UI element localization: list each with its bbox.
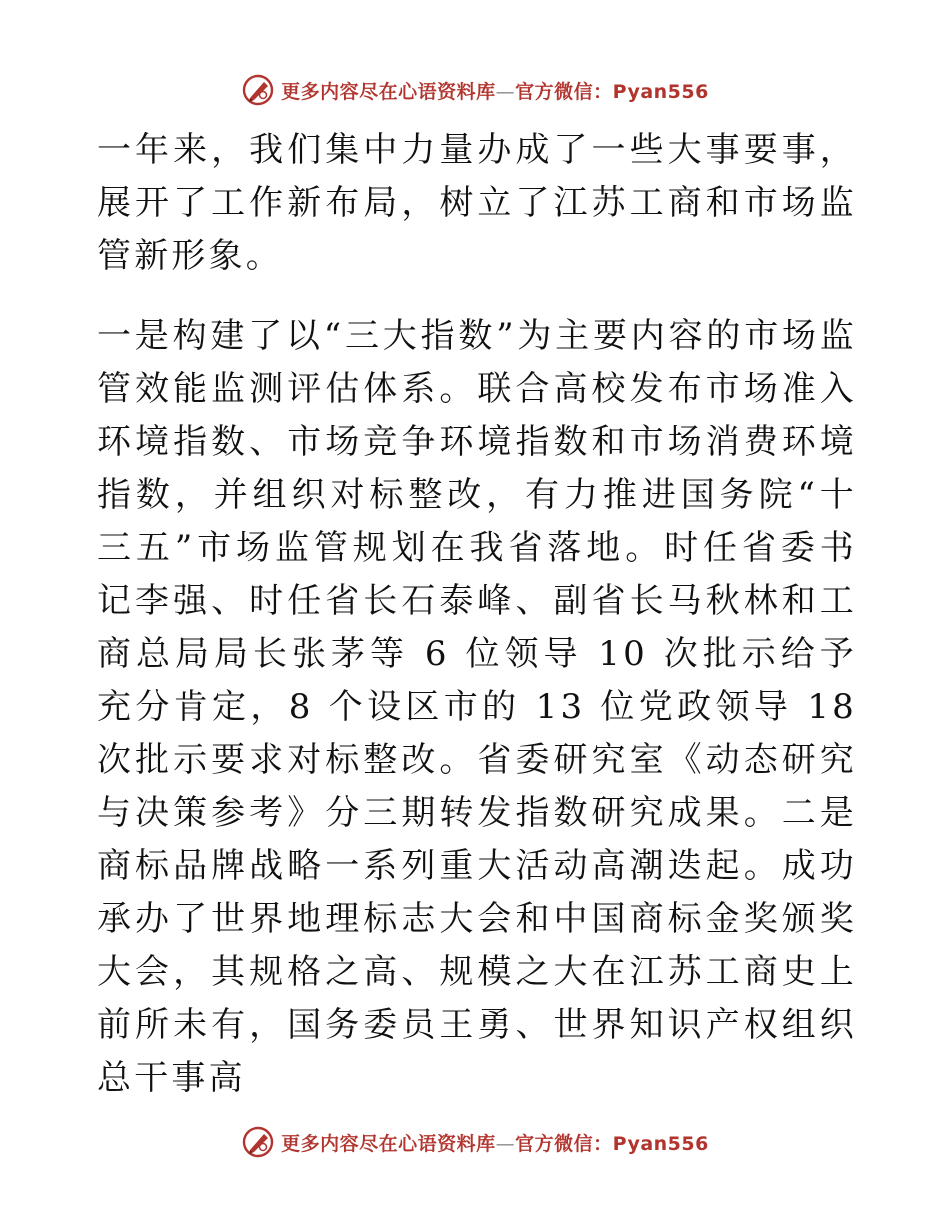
watermark-brand: 更多内容尽在心语资料库 xyxy=(281,1132,496,1155)
pen-circle-logo-icon xyxy=(241,73,275,107)
watermark-brand: 更多内容尽在心语资料库 xyxy=(281,80,496,103)
header-watermark xyxy=(0,70,950,110)
watermark-contact-id: Pyan556 xyxy=(612,80,709,103)
document-body xyxy=(97,124,857,1105)
header-watermark-text xyxy=(281,77,709,104)
watermark-separator: — xyxy=(495,80,516,103)
watermark-separator: — xyxy=(495,1132,516,1155)
watermark-contact-id: Pyan556 xyxy=(612,1132,709,1155)
body-paragraph: 一年来，我们集中力量办成了一些大事要事，展开了工作新布局，树立了江苏工商和市场监管新形象。 xyxy=(97,130,857,276)
footer-watermark-text xyxy=(281,1129,709,1156)
pen-circle-logo-icon xyxy=(241,1125,275,1159)
body-paragraph: 一是构建了以“三大指数”为主要内容的市场监管效能监测评估体系。联合高校发布市场准入环境指数、市场竞争环境指数和市场消费环境指数，并组织对标整改，有力推进国务院“十三五”市场监管规划在我省落地。时任省委书记李强、时任省长石泰峰、副省长马秋林和工商总局局长张茅等 6 位领导 10 次批示给予充分肯定，8 个设区市的 13 位党政领导 18 次批示要求对标整改。省委研究室《动态研究与决策参考》分三期转发指数研究成果。二是商标品牌战略一系列重大活动高潮迭起。成功承办了世界地理标志大会和中国商标金奖颁奖大会，其规格之高、规模之大在江苏工商史上前所未有，国务委员王勇、世界知识产权组织总干事高 xyxy=(97,316,857,1098)
watermark-contact-label: 官方微信： xyxy=(515,80,613,103)
watermark-contact-label: 官方微信： xyxy=(515,1132,613,1155)
footer-watermark xyxy=(0,1122,950,1162)
